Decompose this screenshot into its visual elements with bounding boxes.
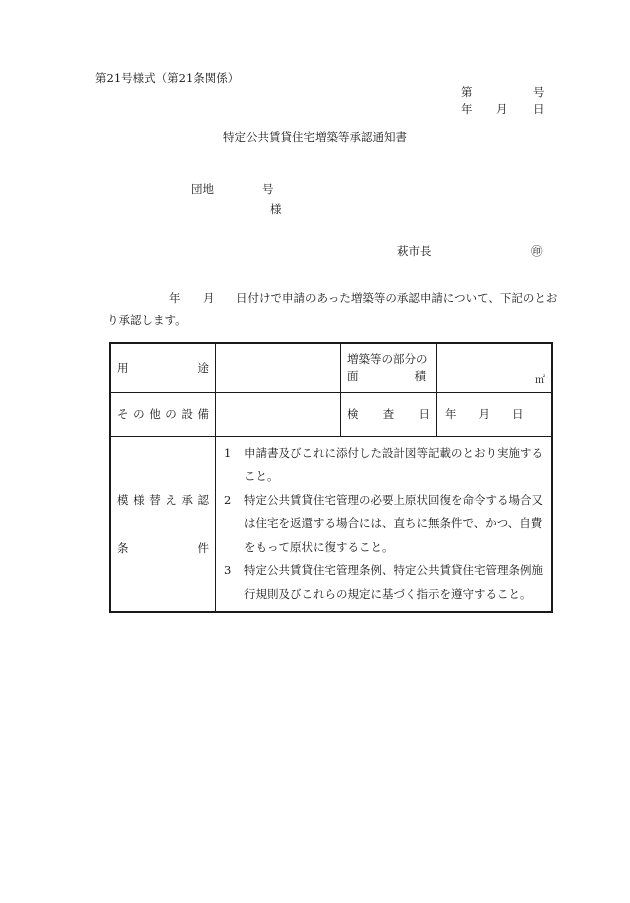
condition-number: 2 <box>224 492 232 507</box>
other-label-char: の <box>133 407 145 421</box>
inspection-label-char: 日 <box>418 407 430 421</box>
condition-text: 特定公共賃貸住宅管理条例、特定公共賃貸住宅管理条例施行規則及びこれらの規定に基づく指示を遵守すること。 <box>244 563 543 601</box>
area-label-right: 積 <box>414 368 426 383</box>
number-prefix: 第 <box>461 85 473 99</box>
purpose-label-cell <box>110 343 216 392</box>
body-text-line1: 日付けで申請のあった増築等の承認申請について、下記のとお <box>236 291 558 305</box>
inspection-year: 年 <box>445 407 457 421</box>
other-equipment-label-cell <box>110 392 216 436</box>
date-year: 年 <box>461 102 473 116</box>
conditions-label-char: 承 <box>181 492 193 507</box>
area-label-cell <box>341 343 437 392</box>
body-year: 年 <box>169 291 181 305</box>
body-paragraph <box>107 287 571 331</box>
inspection-month: 月 <box>478 407 490 421</box>
addressee-go: 号 <box>262 182 274 196</box>
date-month: 月 <box>496 102 508 116</box>
conditions-label-right: 件 <box>197 540 209 555</box>
area-label-left: 面 <box>347 368 359 383</box>
condition-item <box>224 489 545 560</box>
addressee-sama: 様 <box>270 202 282 216</box>
inspection-label-char: 査 <box>382 407 395 421</box>
condition-item <box>224 442 545 489</box>
condition-text: 申請書及びこれに添付した設計図等記載のとおり実施すること。 <box>244 445 543 483</box>
purpose-value-cell <box>216 343 341 392</box>
condition-number: 1 <box>224 445 232 460</box>
conditions-label-char: 認 <box>197 492 209 507</box>
conditions-label-left: 条 <box>117 540 129 555</box>
purpose-label-left: 用 <box>117 360 129 375</box>
issuer-mayor: 萩市長 <box>397 244 432 258</box>
conditions-label-cell <box>110 436 216 612</box>
area-label-line1: 増築等の部分の <box>347 351 428 366</box>
condition-item <box>224 559 545 606</box>
other-label-char: 備 <box>197 407 209 421</box>
conditions-label-char: 模 <box>117 492 129 507</box>
body-month: 月 <box>203 291 215 305</box>
other-equipment-value-cell <box>216 392 341 436</box>
seal-mark: ㊞ <box>531 244 543 258</box>
conditions-label-char: 替 <box>149 492 161 507</box>
purpose-label-right: 途 <box>197 360 209 375</box>
other-label-char: の <box>165 407 177 421</box>
form-number: 第21号様式（第21条関係） <box>95 71 240 85</box>
area-unit: ㎡ <box>535 375 545 387</box>
inspection-day: 日 <box>512 407 524 421</box>
other-label-char: そ <box>117 407 129 421</box>
conditions-cell <box>216 436 553 612</box>
conditions-list <box>216 438 551 611</box>
addressee-danchi: 団地 <box>191 182 214 196</box>
other-label-char: 設 <box>181 407 193 421</box>
document-title: 特定公共賃貸住宅増築等承認通知書 <box>223 130 407 144</box>
number-suffix: 号 <box>533 85 545 99</box>
inspection-date-cell <box>437 392 553 436</box>
addressee-line <box>191 181 274 197</box>
inspection-label-char: 検 <box>347 407 359 421</box>
body-text-line2: り承認します。 <box>107 313 187 327</box>
condition-number: 3 <box>224 563 232 577</box>
area-value-cell <box>437 343 553 392</box>
date-day: 日 <box>533 102 545 116</box>
condition-text: 特定公共賃貸住宅管理の必要上原状回復を命令する場合又は住宅を返還する場合には、直ちに無条件で、かつ、自費をもって原状に復すること。 <box>244 492 543 554</box>
approval-table <box>109 342 553 613</box>
inspection-label-cell <box>341 392 437 436</box>
conditions-label-char: え <box>165 492 177 507</box>
other-label-char: 他 <box>149 407 161 421</box>
conditions-label-char: 様 <box>133 492 145 507</box>
